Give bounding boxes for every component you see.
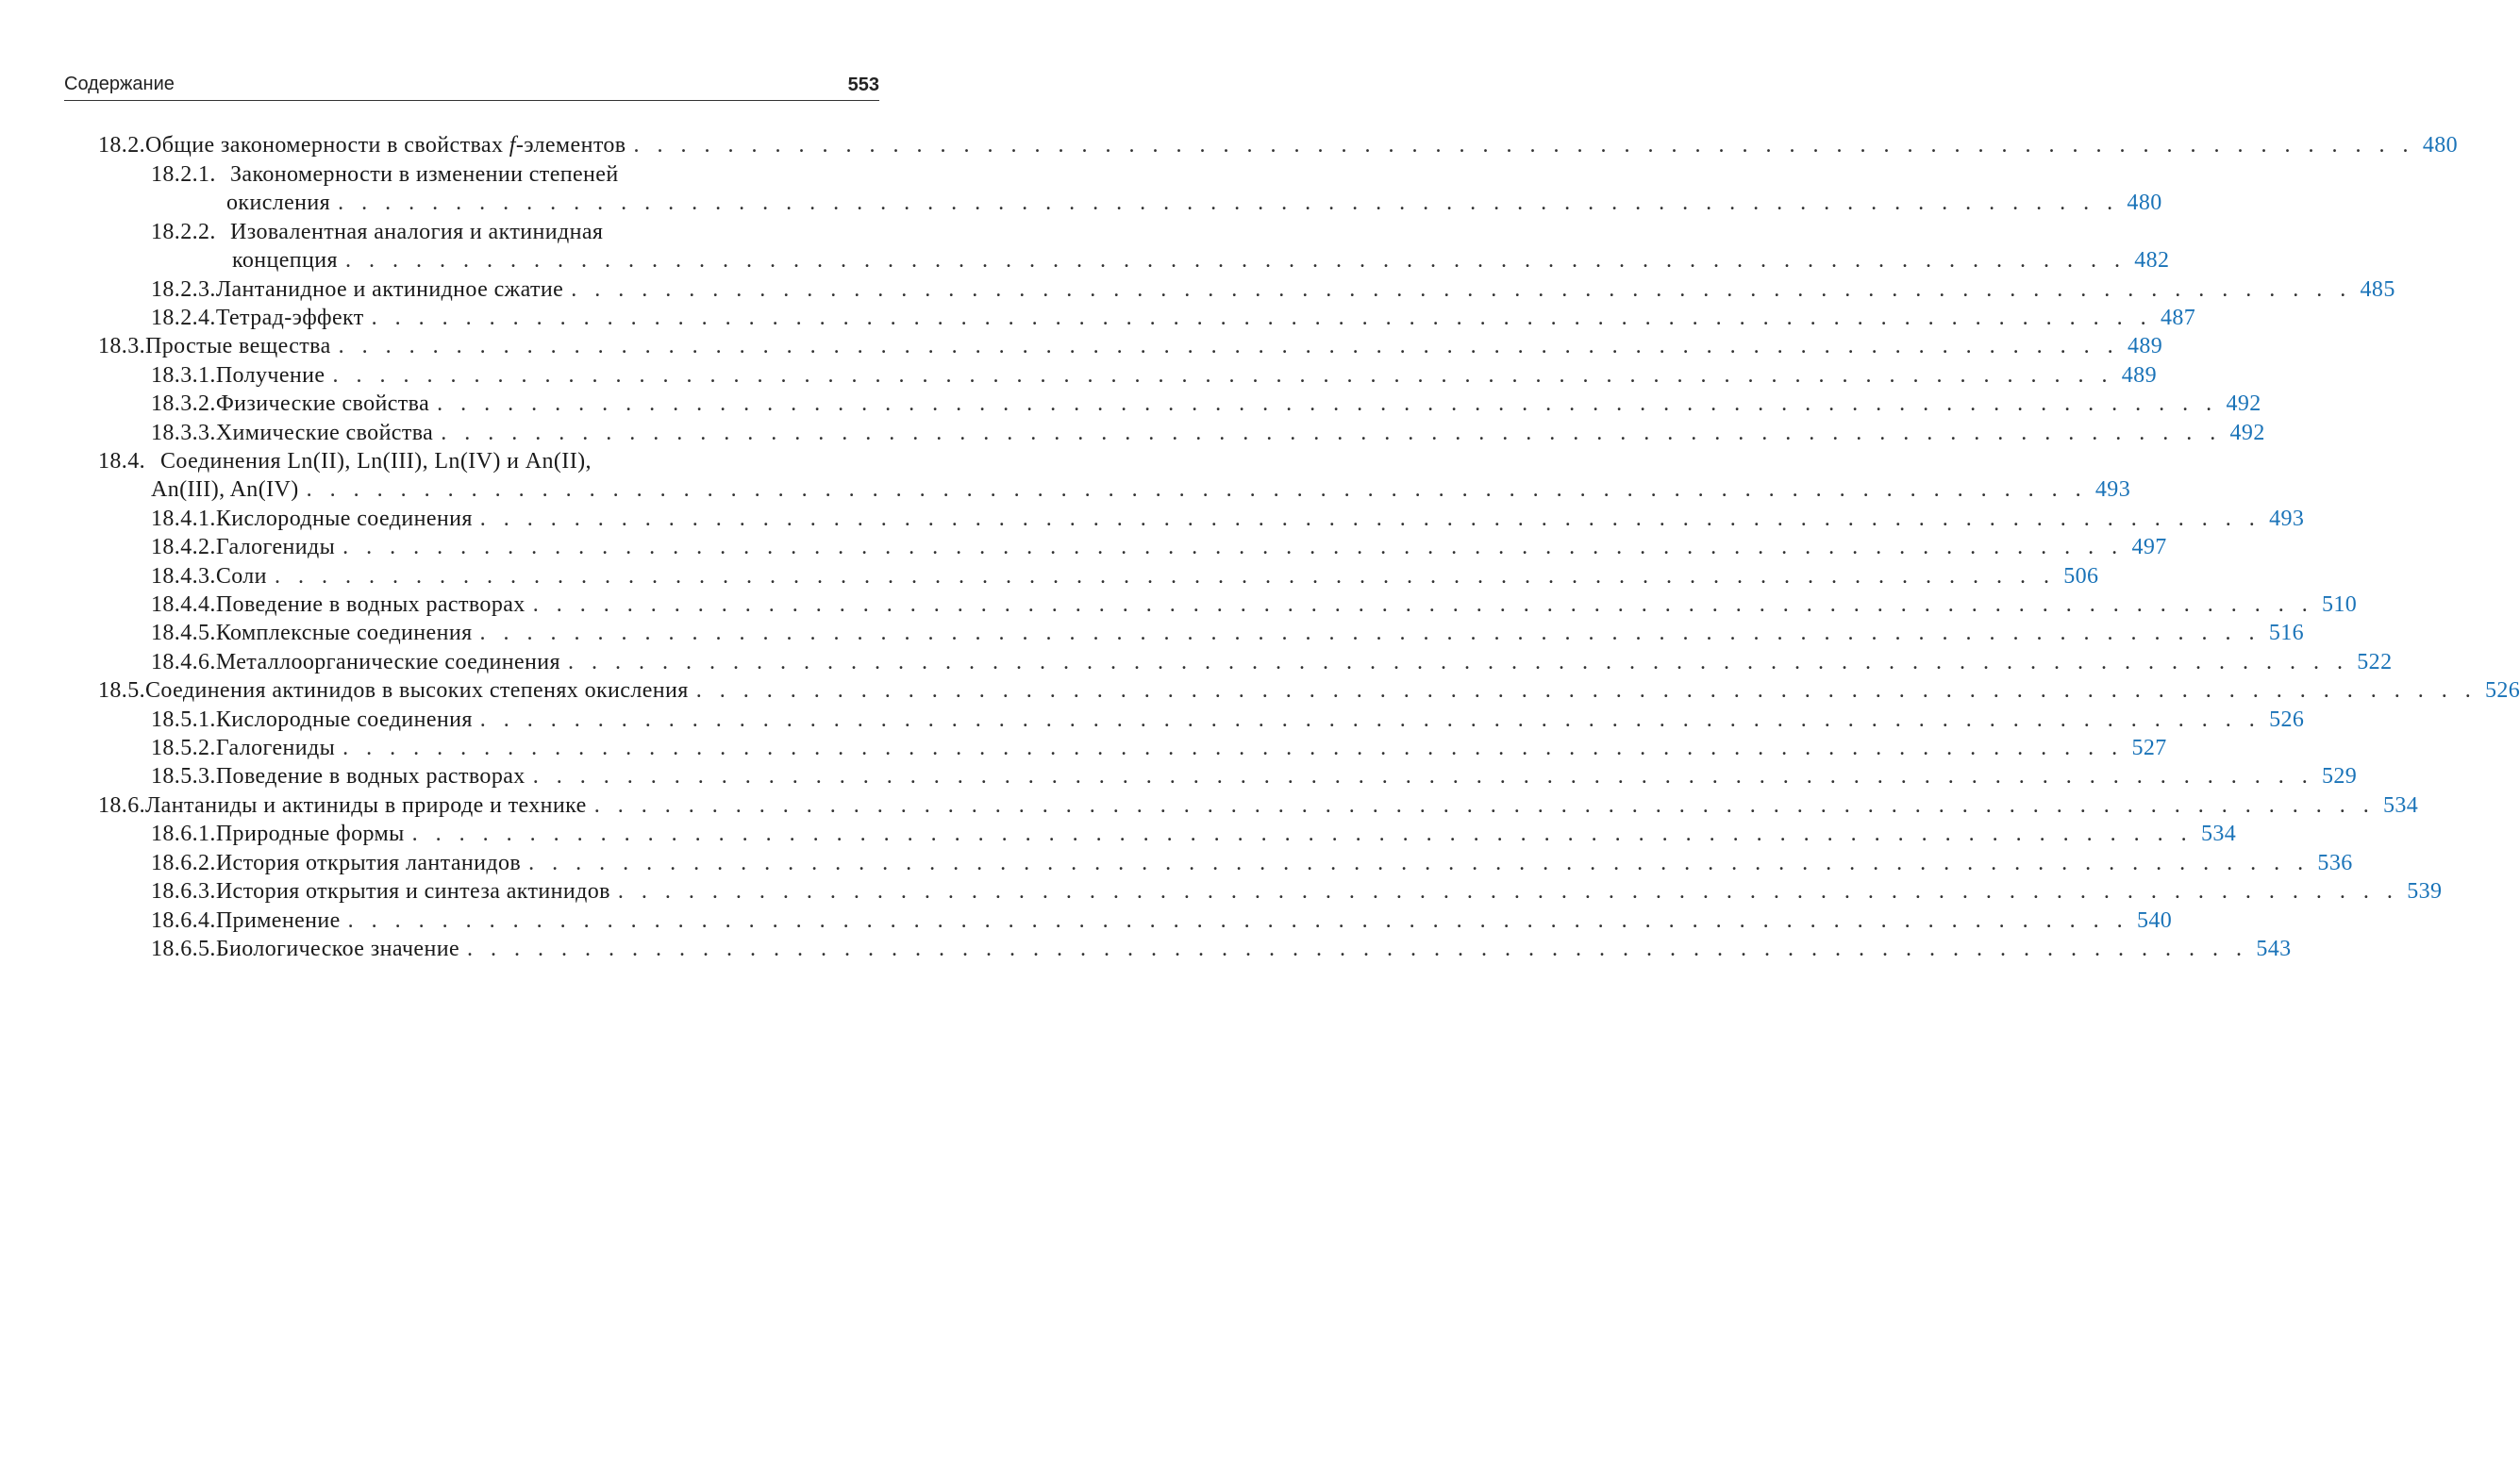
toc-entry-page-link[interactable]: 539 <box>2407 879 2443 904</box>
dot-leader: . . . . . . . . . . . . . . . . . . . . . . . . . . . . . . . . . . . . . . . . . . . . . . . . . . . . . . . . . . . . . . . . . . . . . . . . . . . . <box>342 535 2124 559</box>
dot-leader: . . . . . . . . . . . . . . . . . . . . . . . . . . . . . . . . . . . . . . . . . . . . . . . . . . . . . . . . . . . . . . . . . . . . . . . . . . . . <box>532 764 2314 789</box>
toc-entry[interactable] <box>151 304 2196 332</box>
toc-entry-title: Применение <box>215 908 341 933</box>
toc-entry-page-link[interactable]: 485 <box>2360 277 2395 302</box>
toc-entry-title: Химические свойства <box>215 421 434 445</box>
toc-entry-title: Тетрад-эффект <box>215 306 364 330</box>
toc-entry-number: 18.6.1. <box>151 822 216 846</box>
toc-entry-page-link[interactable]: 492 <box>2229 421 2265 445</box>
toc-entry[interactable] <box>98 131 2459 159</box>
dot-leader: . . . . . . . . . . . . . . . . . . . . . . . . . . . . . . . . . . . . . . . . . . . . . . . . . . . . . . . . . . . . . . . . . . . . . . . . . . . . <box>479 707 2261 732</box>
toc-entry-number: 18.2. <box>98 133 145 158</box>
toc-entry[interactable] <box>151 533 2167 561</box>
toc-entry-number: 18.2.1. <box>151 162 216 187</box>
toc-entry-continuation[interactable] <box>226 189 2162 217</box>
dot-leader: . . . . . . . . . . . . . . . . . . . . . . . . . . . . . . . . . . . . . . . . . . . . . . . . . . . . . . . . . . . . . . . . . . . . . . . . . . . . <box>338 191 2119 215</box>
toc-entry[interactable] <box>151 218 717 246</box>
dot-leader: . . . . . . . . . . . . . . . . . . . . . . . . . . . . . . . . . . . . . . . . . . . . . . . . . . . . . . . . . . . . . . . . . . . . . . . . . . . . <box>633 133 2415 158</box>
toc-entry-title: Кислородные соединения <box>215 707 473 732</box>
toc-entry-page-link[interactable]: 534 <box>2382 793 2419 818</box>
toc-entry[interactable] <box>151 619 2305 647</box>
toc-entry[interactable] <box>151 877 2443 906</box>
dot-leader: . . . . . . . . . . . . . . . . . . . . . . . . . . . . . . . . . . . . . . . . . . . . . . . . . . . . . . . . . . . . . . . . . . . . . . . . . . . . <box>532 592 2314 617</box>
toc-entry-page-link[interactable]: 543 <box>2256 937 2292 961</box>
dot-leader: . . . . . . . . . . . . . . . . . . . . . . . . . . . . . . . . . . . . . . . . . . . . . . . . . . . . . . . . . . . . . . . . . . . . . . . . . . . . <box>306 477 2088 502</box>
toc-entry[interactable] <box>151 935 2292 963</box>
toc-entry-title: Закономерности в изменении степеней <box>230 162 619 187</box>
toc-entry-page-link[interactable]: 493 <box>2269 507 2305 531</box>
toc-entry[interactable] <box>151 706 2305 734</box>
toc-entry-page-link[interactable]: 480 <box>2422 133 2459 158</box>
toc-entry[interactable] <box>151 505 2305 533</box>
toc-entry-page-link[interactable]: 526 <box>2269 707 2305 732</box>
toc-entry-number: 18.2.4. <box>151 306 216 330</box>
toc-entry-title: Металлоорганические соединения <box>215 650 560 674</box>
toc-entry[interactable] <box>98 332 2163 360</box>
running-header <box>64 74 879 101</box>
dot-leader: . . . . . . . . . . . . . . . . . . . . . . . . . . . . . . . . . . . . . . . . . . . . . . . . . . . . . . . . . . . . . . . . . . . . . . . . . . . . <box>479 621 2261 645</box>
toc-entry-title: Биологическое значение <box>215 937 460 961</box>
toc-entry-number: 18.6.3. <box>151 879 216 904</box>
toc-entry-page-link[interactable]: 516 <box>2268 621 2305 645</box>
toc-entry-page-link[interactable]: 529 <box>2321 764 2358 789</box>
dot-leader: . . . . . . . . . . . . . . . . . . . . . . . . . . . . . . . . . . . . . . . . . . . . . . . . . . . . . . . . . . . . . . . . . . . . . . . . . . . . <box>338 334 2120 358</box>
toc-entry-continuation[interactable] <box>232 246 2170 274</box>
toc-entry-page-link[interactable]: 510 <box>2321 592 2358 617</box>
toc-entry-page-link[interactable]: 492 <box>2226 391 2261 416</box>
toc-entry-page-link[interactable]: 522 <box>2357 650 2393 674</box>
toc-entry-title: Поведение в водных растворах <box>215 764 526 789</box>
toc-entry-number: 18.5.3. <box>151 764 216 789</box>
toc-entry-page-link[interactable]: 482 <box>2134 248 2170 273</box>
toc-entry-continuation[interactable] <box>151 475 2131 504</box>
toc-entry[interactable] <box>98 676 2520 705</box>
toc-entry[interactable] <box>151 361 2157 390</box>
toc-entry-number: 18.4.4. <box>151 592 216 617</box>
toc-entry-number: 18.6. <box>98 793 145 818</box>
toc-entry[interactable] <box>151 419 2265 447</box>
toc-entry-title: Простые вещества <box>145 334 331 358</box>
toc-entry-number: 18.3.2. <box>151 391 216 416</box>
toc-entry[interactable] <box>151 907 2173 935</box>
toc-entry-number: 18.2.3. <box>151 277 216 302</box>
toc-entry-title: Получение <box>215 363 325 388</box>
dot-leader: . . . . . . . . . . . . . . . . . . . . . . . . . . . . . . . . . . . . . . . . . . . . . . . . . . . . . . . . . . . . . . . . . . . . . . . . . . . . <box>344 248 2127 273</box>
dot-leader: . . . . . . . . . . . . . . . . . . . . . . . . . . . . . . . . . . . . . . . . . . . . . . . . . . . . . . . . . . . . . . . . . . . . . . . . . . . . <box>479 507 2261 531</box>
toc-entry-number: 18.4.2. <box>151 535 216 559</box>
toc-entry-title-continued: An(III), An(IV) <box>151 477 299 502</box>
toc-entry-title: Галогениды <box>215 736 336 760</box>
italic-f: f <box>509 133 516 158</box>
toc-entry-number: 18.4.1. <box>151 507 216 531</box>
toc-entry[interactable] <box>98 447 879 475</box>
dot-leader: . . . . . . . . . . . . . . . . . . . . . . . . . . . . . . . . . . . . . . . . . . . . . . . . . . . . . . . . . . . . . . . . . . . . . . . . . . . . <box>593 793 2376 818</box>
toc-entry-page-link[interactable]: 493 <box>2094 477 2131 502</box>
toc-entry[interactable] <box>151 390 2261 418</box>
dot-leader: . . . . . . . . . . . . . . . . . . . . . . . . . . . . . . . . . . . . . . . . . . . . . . . . . . . . . . . . . . . . . . . . . . . . . . . . . . . . <box>347 908 2129 933</box>
page-number: 553 <box>847 75 879 95</box>
toc-entry-title-continued: концепция <box>232 248 338 273</box>
toc-entry-page-link[interactable]: 497 <box>2131 535 2167 559</box>
toc-entry-page-link[interactable]: 489 <box>2127 334 2163 358</box>
toc-entry-title: Галогениды <box>215 535 336 559</box>
toc-entry-title: Общие закономерности в свойствах f-элементов <box>145 133 626 158</box>
toc-entry-number: 18.4.5. <box>151 621 216 645</box>
toc-entry-title: Физические свойства <box>215 391 430 416</box>
toc-entry-number: 18.3. <box>98 334 145 358</box>
toc-entry-number: 18.4.6. <box>151 650 216 674</box>
toc-entry[interactable] <box>151 849 2353 877</box>
toc-entry-page-link[interactable]: 489 <box>2121 363 2157 388</box>
toc-entry-title: Лантаниды и актиниды в природе и технике <box>145 793 587 818</box>
dot-leader: . . . . . . . . . . . . . . . . . . . . . . . . . . . . . . . . . . . . . . . . . . . . . . . . . . . . . . . . . . . . . . . . . . . . . . . . . . . . <box>528 851 2310 875</box>
dot-leader: . . . . . . . . . . . . . . . . . . . . . . . . . . . . . . . . . . . . . . . . . . . . . . . . . . . . . . . . . . . . . . . . . . . . . . . . . . . . <box>617 879 2399 904</box>
toc-entry-number: 18.6.5. <box>151 937 216 961</box>
dot-leader: . . . . . . . . . . . . . . . . . . . . . . . . . . . . . . . . . . . . . . . . . . . . . . . . . . . . . . . . . . . . . . . . . . . . . . . . . . . . <box>437 391 2218 416</box>
toc-entry[interactable] <box>151 562 2099 591</box>
toc-entry-number: 18.5.1. <box>151 707 216 732</box>
toc-entry-number: 18.5. <box>98 678 145 703</box>
toc-entry[interactable] <box>151 591 2358 619</box>
toc-entry-title: Природные формы <box>215 822 405 846</box>
toc-entry-page-link[interactable]: 526 <box>2485 678 2520 703</box>
toc-entry[interactable] <box>151 734 2167 762</box>
dot-leader: . . . . . . . . . . . . . . . . . . . . . . . . . . . . . . . . . . . . . . . . . . . . . . . . . . . . . . . . . . . . . . . . . . . . . . . . . . . . <box>695 678 2478 703</box>
toc-entry[interactable] <box>151 275 2395 304</box>
toc-entry-number: 18.6.4. <box>151 908 216 933</box>
toc-entry-title: Изовалентная аналогия и актинидная <box>230 220 604 244</box>
toc-entry-page-link[interactable]: 534 <box>2200 822 2237 846</box>
dot-leader: . . . . . . . . . . . . . . . . . . . . . . . . . . . . . . . . . . . . . . . . . . . . . . . . . . . . . . . . . . . . . . . . . . . . . . . . . . . . <box>411 822 2194 846</box>
toc-entry-title: Поведение в водных растворах <box>215 592 526 617</box>
toc-entry-title: Комплексные соединения <box>215 621 473 645</box>
dot-leader: . . . . . . . . . . . . . . . . . . . . . . . . . . . . . . . . . . . . . . . . . . . . . . . . . . . . . . . . . . . . . . . . . . . . . . . . . . . . <box>274 564 2056 589</box>
toc-entry[interactable] <box>151 762 2358 790</box>
dot-leader: . . . . . . . . . . . . . . . . . . . . . . . . . . . . . . . . . . . . . . . . . . . . . . . . . . . . . . . . . . . . . . . . . . . . . . . . . . . . <box>371 306 2153 330</box>
toc-entry-title: Соединения актинидов в высоких степенях окисления <box>145 678 689 703</box>
toc-entry[interactable] <box>98 791 2419 820</box>
toc-entry[interactable] <box>151 648 2393 676</box>
toc-entry[interactable] <box>151 820 2237 848</box>
toc-entry-title-continued: окисления <box>226 191 331 215</box>
toc-entry-number: 18.2.2. <box>151 220 216 244</box>
toc-entry-title: Лантанидное и актинидное сжатие <box>215 277 564 302</box>
dot-leader: . . . . . . . . . . . . . . . . . . . . . . . . . . . . . . . . . . . . . . . . . . . . . . . . . . . . . . . . . . . . . . . . . . . . . . . . . . . . <box>332 363 2113 388</box>
running-title: Содержание <box>64 74 175 94</box>
toc-entry-title: Кислородные соединения <box>215 507 473 531</box>
dot-leader: . . . . . . . . . . . . . . . . . . . . . . . . . . . . . . . . . . . . . . . . . . . . . . . . . . . . . . . . . . . . . . . . . . . . . . . . . . . . <box>342 736 2124 760</box>
toc-entry-number: 18.6.2. <box>151 851 216 875</box>
toc-entry-title: История открытия лантанидов <box>215 851 522 875</box>
toc-entry-title: История открытия и синтеза актинидов <box>215 879 610 904</box>
dot-leader: . . . . . . . . . . . . . . . . . . . . . . . . . . . . . . . . . . . . . . . . . . . . . . . . . . . . . . . . . . . . . . . . . . . . . . . . . . . . <box>441 421 2222 445</box>
toc-entry-number: 18.4. <box>98 449 145 474</box>
toc-entry-page-link[interactable]: 506 <box>2063 564 2099 589</box>
dot-leader: . . . . . . . . . . . . . . . . . . . . . . . . . . . . . . . . . . . . . . . . . . . . . . . . . . . . . . . . . . . . . . . . . . . . . . . . . . . . <box>467 937 2248 961</box>
dot-leader: . . . . . . . . . . . . . . . . . . . . . . . . . . . . . . . . . . . . . . . . . . . . . . . . . . . . . . . . . . . . . . . . . . . . . . . . . . . . <box>567 650 2349 674</box>
toc-entry[interactable] <box>151 160 717 189</box>
dot-leader: . . . . . . . . . . . . . . . . . . . . . . . . . . . . . . . . . . . . . . . . . . . . . . . . . . . . . . . . . . . . . . . . . . . . . . . . . . . . <box>571 277 2352 302</box>
toc-entry-number: 18.5.2. <box>151 736 216 760</box>
toc-entry-title: Соли <box>215 564 267 589</box>
toc-entry-number: 18.4.3. <box>151 564 216 589</box>
toc-entry-page-link[interactable]: 480 <box>2127 191 2162 215</box>
toc-entry-page-link[interactable]: 536 <box>2317 851 2353 875</box>
toc-entry-number: 18.3.1. <box>151 363 216 388</box>
toc-entry-title: Соединения Ln(II), Ln(III), Ln(IV) и An(II), <box>160 449 592 474</box>
toc-entry-number: 18.3.3. <box>151 421 216 445</box>
toc-entry-page-link[interactable]: 487 <box>2160 306 2196 330</box>
toc-entry-page-link[interactable]: 527 <box>2131 736 2167 760</box>
toc-entry-page-link[interactable]: 540 <box>2136 908 2173 933</box>
